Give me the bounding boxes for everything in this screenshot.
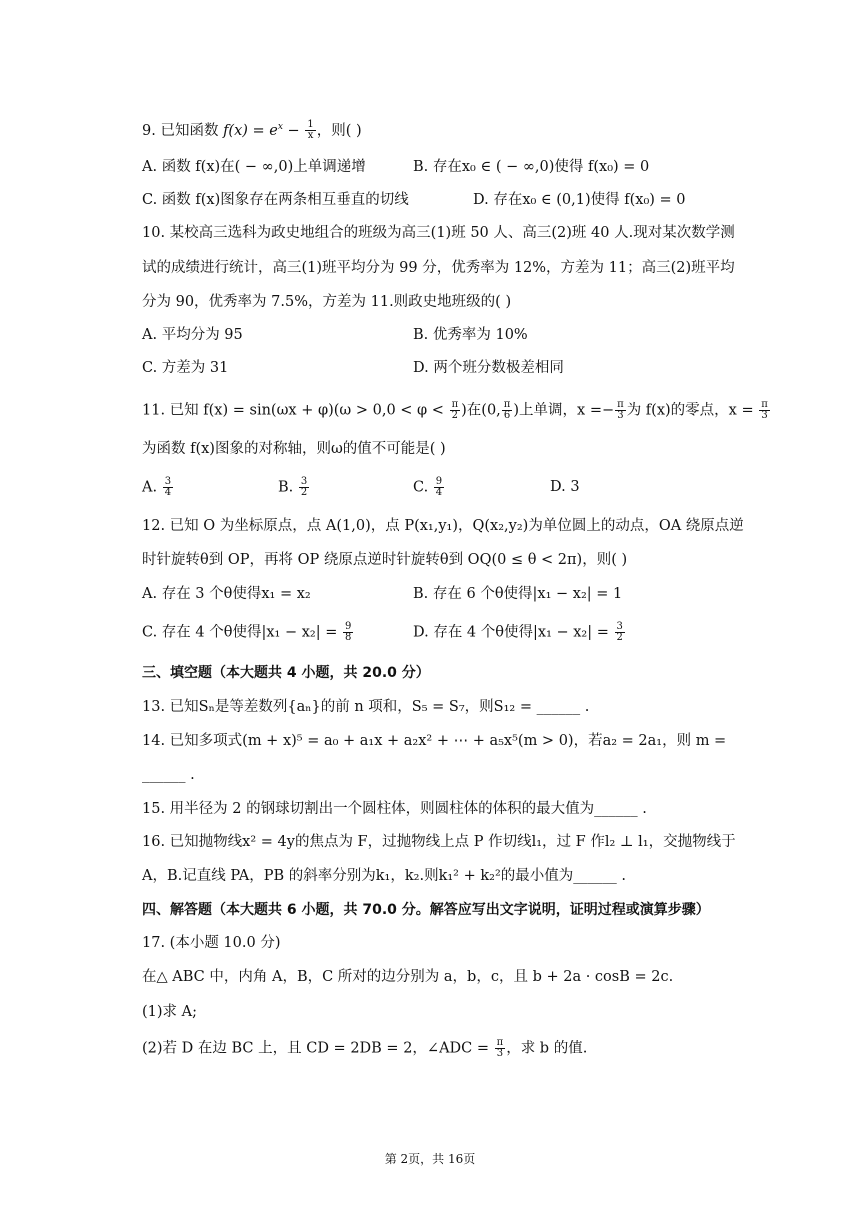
q17-header: 17. (本小题 10.0 分) [142, 935, 281, 951]
q11-f3-num: π [617, 399, 624, 410]
q17-part2-den: 3 [496, 1048, 504, 1059]
q12-d-frac [615, 622, 625, 643]
q9-prefix: 9. 已知函数 [142, 122, 219, 139]
q11-c-frac [434, 477, 444, 498]
q9-suffix: ，则( ) [316, 122, 362, 139]
q11-f3-den: 3 [617, 410, 624, 421]
q10-option-c: C. 方差为 31 [142, 360, 229, 376]
q10-line-3: 分为 90，优秀率为 7.5%，方差为 11.则政史地班级的( ) [142, 294, 512, 310]
q11-b-num: 3 [300, 476, 308, 487]
q17-part2-text: (2)若 D 在边 BC 上，且 CD = 2DB = 2，∠ADC = [142, 1040, 494, 1057]
q9-option-d: D. 存在x₀ ∈ (0,1)使得 f(x₀) = 0 [473, 192, 686, 208]
section-4-heading: 四、解答题（本大题共 6 小题，共 70.0 分。解答应写出文字说明，证明过程或演算步骤） [142, 902, 710, 918]
q11-f1-den: 2 [451, 410, 459, 421]
q12-d-text: D. 存在 4 个θ使得|x₁ − x₂| = [413, 624, 614, 641]
q11-c-num: 9 [435, 476, 443, 487]
q15-line: 15. 用半径为 2 的钢球切割出一个圆柱体，则圆柱体的体积的最大值为______ . [142, 801, 647, 817]
q17-part2-suffix: ，求 b 的值. [506, 1040, 588, 1057]
q12-c-num: 9 [344, 621, 352, 632]
q11-frac-4 [759, 400, 770, 421]
q11-option-d: D. 3 [550, 479, 580, 495]
q10-line-1: 10. 某校高三选科为政史地组合的班级为高三(1)班 50 人、高三(2)班 40 人.现对某次数学测 [142, 225, 735, 241]
q10-option-b: B. 优秀率为 10% [413, 327, 528, 343]
q12-c-text: C. 存在 4 个θ使得|x₁ − x₂| = [142, 624, 342, 641]
q9-exp: x [277, 122, 283, 132]
q17-line-1: 在△ ABC 中，内角 A，B，C 所对的边分别为 a，b，c，且 b + 2a · cosB = 2c. [142, 969, 674, 985]
q11-line-2: 为函数 f(x)图象的对称轴，则ω的值不可能是( ) [142, 441, 446, 457]
q11-l1-a: 11. 已知 f(x) = sin(ωx + φ)(ω > 0,0 < φ < [142, 402, 449, 419]
q11-f1-num: π [451, 399, 459, 410]
q16-line-2: A，B.记直线 PA，PB 的斜率分别为k₁，k₂.则k₁² + k₂²的最小值为______ . [142, 868, 626, 884]
q12-line-1: 12. 已知 O 为坐标原点，点 A(1,0)，点 P(x₁,y₁)，Q(x₂,y₂)为单位圆上的动点，OA 绕原点逆 [142, 518, 744, 534]
q17-part-2 [142, 1038, 587, 1059]
q11-option-b [278, 477, 310, 498]
q12-c-den: 8 [344, 632, 352, 643]
q12-option-d [413, 622, 626, 643]
q12-c-frac [343, 622, 353, 643]
q11-frac-1 [450, 400, 461, 421]
q9-fx: f(x) = e [223, 122, 278, 139]
q14-line-2: ______ . [142, 767, 195, 783]
q12-d-den: 2 [616, 632, 623, 643]
q10-line-2: 试的成绩进行统计，高三(1)班平均分为 99 分，优秀率为 12%，方差为 11；高三(2)班平均 [142, 260, 735, 276]
q11-f2-den: 6 [503, 410, 511, 421]
q11-b-label: B. [278, 479, 298, 496]
q13-line: 13. 已知Sₙ是等差数列{aₙ}的前 n 项和，S₅ = S₇，则S₁₂ = ______ . [142, 699, 590, 715]
q14-line-1: 14. 已知多项式(m + x)⁵ = a₀ + a₁x + a₂x² + ⋯ + a₅x⁵(m > 0)，若a₂ = 2a₁，则 m = [142, 733, 727, 749]
q11-l1-b: )在(0, [461, 402, 501, 419]
q11-l1-d: 为 f(x)的零点，x = [626, 402, 759, 419]
q9-fraction [305, 120, 315, 141]
q9-frac-den: x [307, 130, 314, 142]
q11-a-frac [163, 477, 173, 498]
q11-b-frac [299, 477, 309, 498]
q12-d-num: 3 [616, 621, 623, 632]
q12-option-c [142, 622, 354, 643]
q11-b-den: 2 [300, 487, 308, 498]
q12-line-2: 时针旋转θ到 OP，再将 OP 绕原点逆时针旋转θ到 OQ(0 ≤ θ < 2π)，则( ) [142, 552, 628, 568]
q11-a-label: A. [142, 479, 162, 496]
page-footer: 第 2页，共 16页 [384, 1152, 476, 1166]
q11-a-den: 4 [164, 487, 172, 498]
q11-c-label: C. [413, 479, 433, 496]
q11-f2-num: π [503, 399, 511, 410]
q10-option-a: A. 平均分为 95 [142, 327, 243, 343]
q11-a-num: 3 [164, 476, 172, 487]
q11-frac-2 [502, 400, 513, 421]
q9-option-a: A. 函数 f(x)在( − ∞,0)上单调递增 [142, 159, 366, 175]
q12-option-b: B. 存在 6 个θ使得|x₁ − x₂| = 1 [413, 586, 623, 602]
q17-part2-frac [495, 1038, 506, 1059]
question-9-stem [142, 117, 362, 141]
q9-frac-num: 1 [307, 119, 314, 131]
section-3-heading: 三、填空题（本大题共 4 小题，共 20.0 分） [142, 665, 430, 681]
q11-option-a [142, 477, 174, 498]
q11-l1-c: )上单调，x =− [513, 402, 615, 419]
q17-part2-num: π [496, 1037, 504, 1048]
q12-option-a: A. 存在 3 个θ使得x₁ = x₂ [142, 586, 311, 602]
q9-option-c: C. 函数 f(x)图象存在两条相互垂直的切线 [142, 192, 409, 208]
q11-f4-den: 3 [761, 410, 768, 421]
q11-c-den: 4 [435, 487, 443, 498]
q16-line-1: 16. 已知抛物线x² = 4y的焦点为 F，过抛物线上点 P 作切线l₁，过 F 作l₂ ⊥ l₁，交抛物线于 [142, 834, 736, 850]
q10-option-d: D. 两个班分数极差相同 [413, 360, 564, 376]
q11-line-1 [142, 400, 771, 421]
q9-option-b: B. 存在x₀ ∈ ( − ∞,0)使得 f(x₀) = 0 [413, 159, 650, 175]
q11-option-c [413, 477, 445, 498]
q9-minus: − [282, 122, 305, 139]
q11-frac-3 [615, 400, 626, 421]
q11-f4-num: π [761, 399, 768, 410]
q17-part-1: (1)求 A; [142, 1004, 198, 1020]
